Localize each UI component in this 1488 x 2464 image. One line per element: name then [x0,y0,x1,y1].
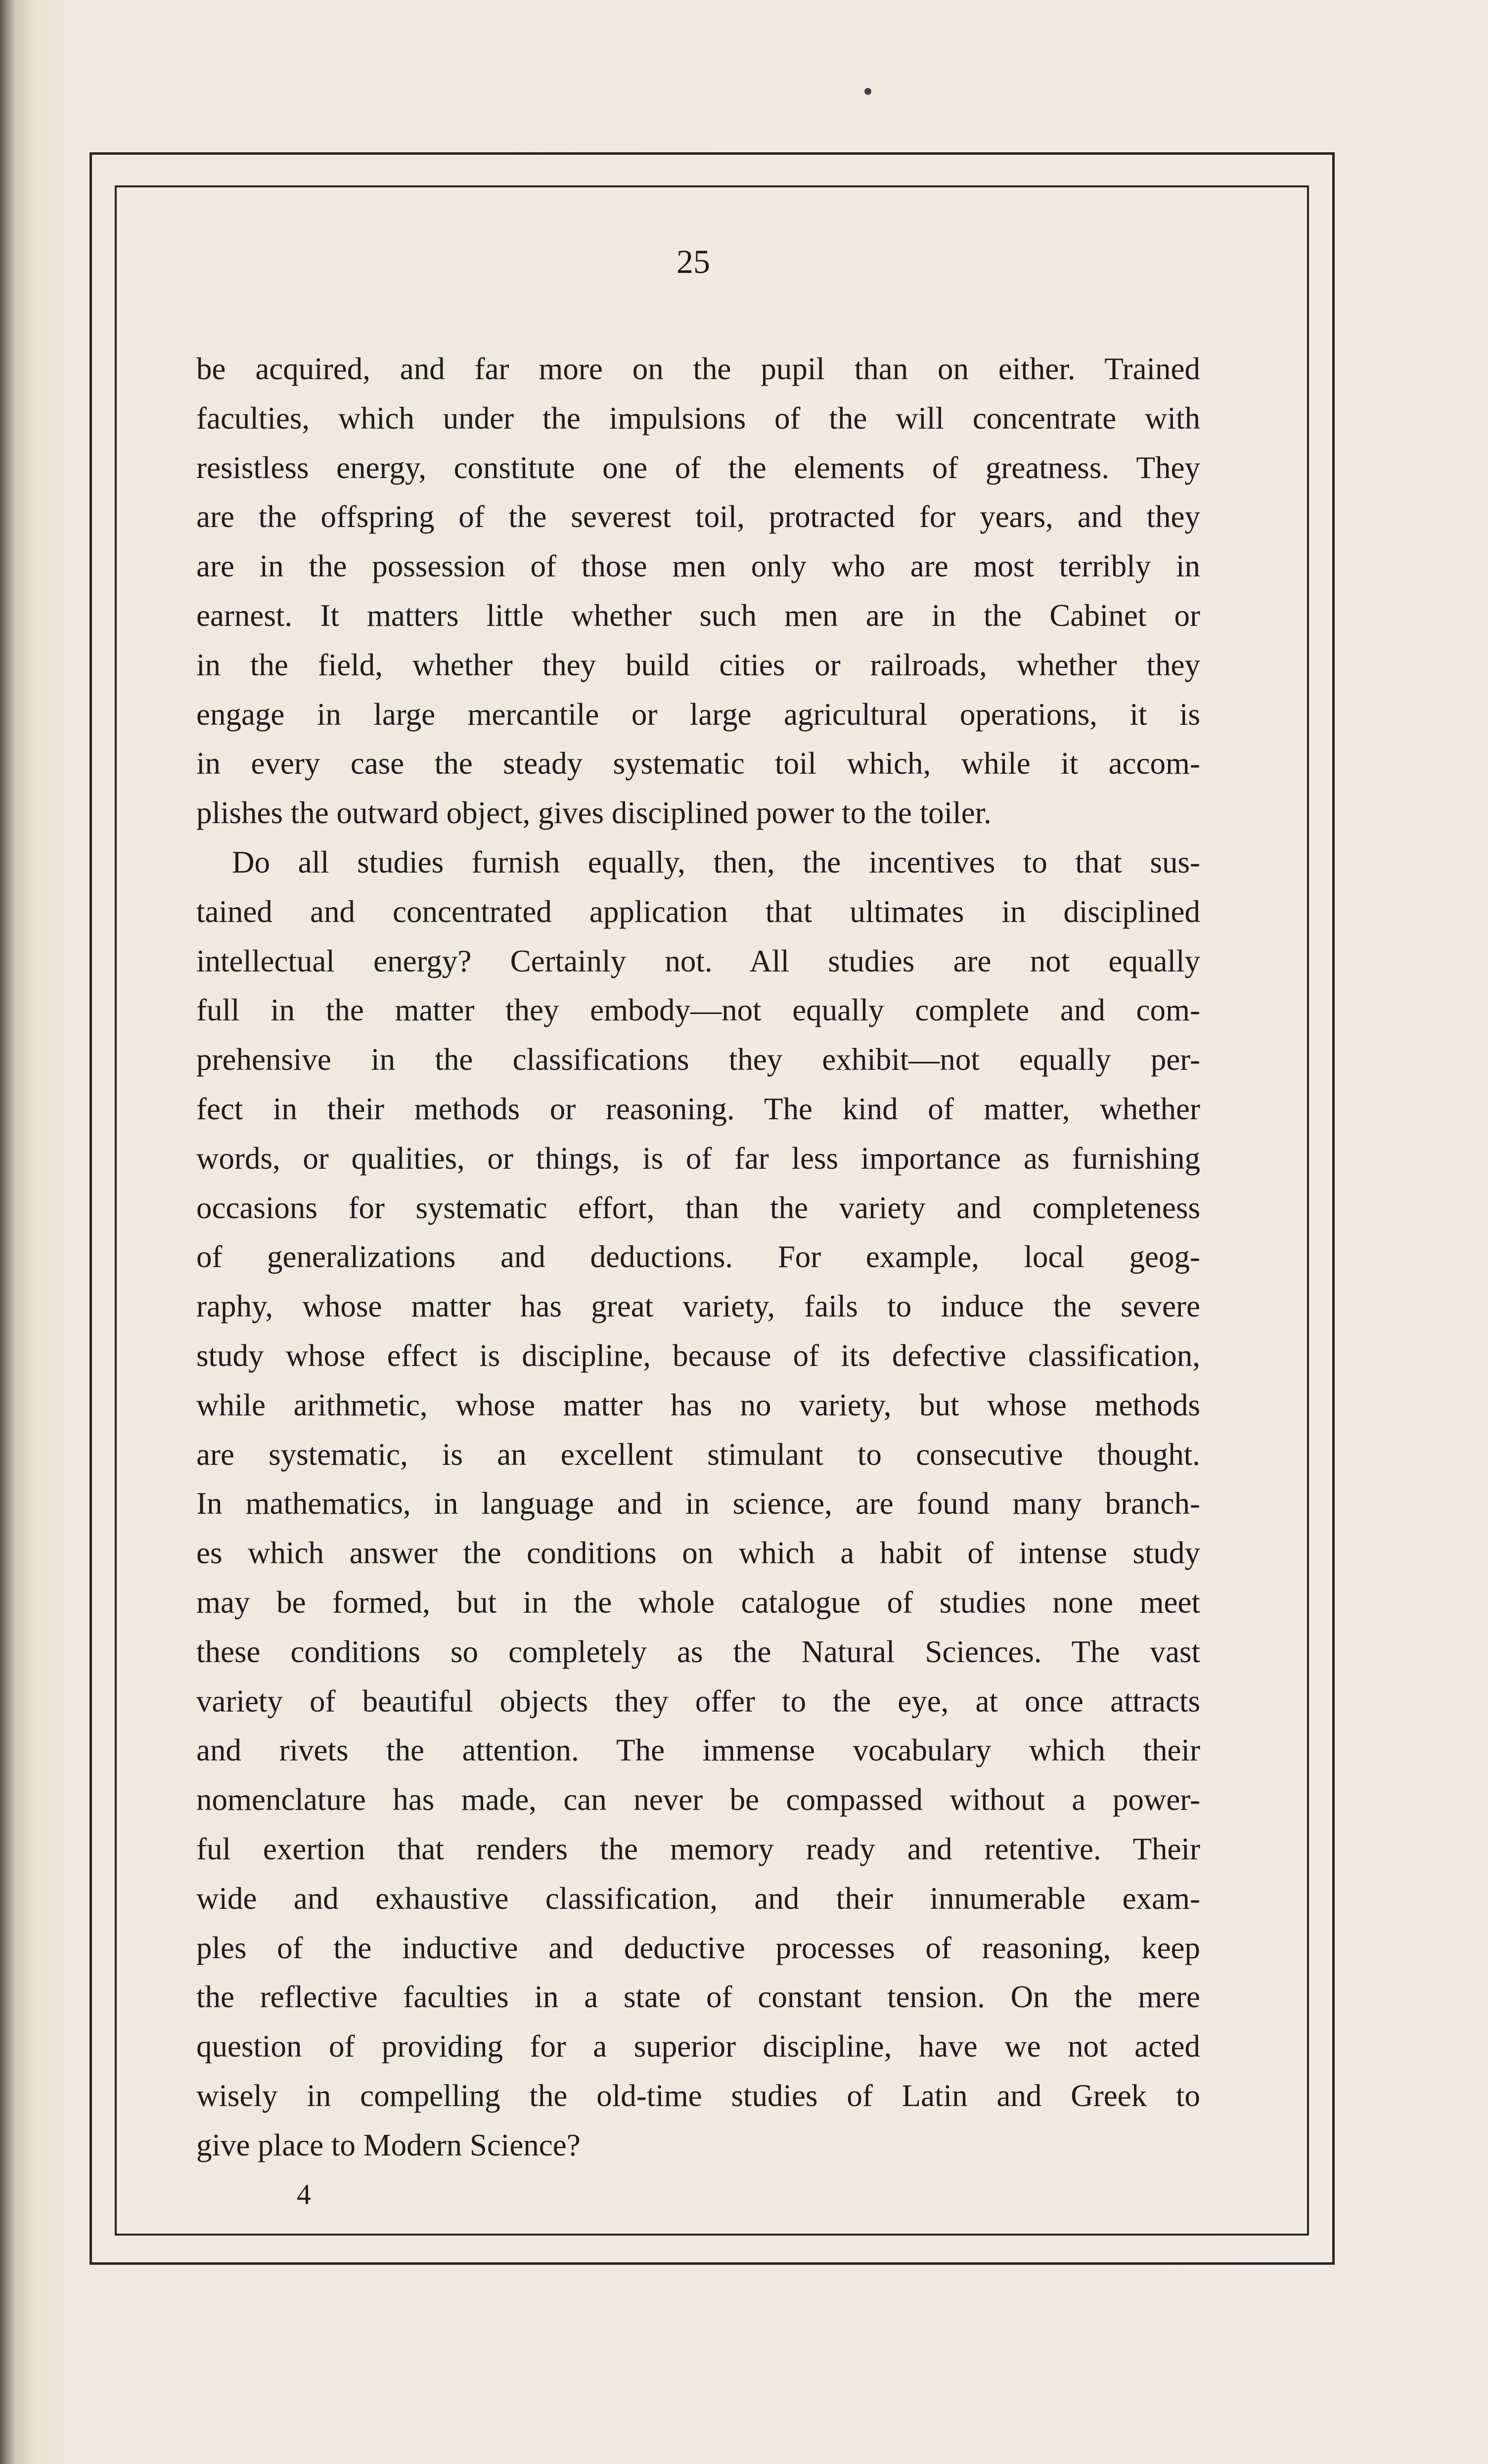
text-line: be acquired, and far more on the pupil than on either. Trained [196,352,1200,386]
text-line: the reflective faculties in a state of constant tension. On the mere [196,1980,1200,2015]
text-line: while arithmetic, whose matter has no variety, but whose methods [196,1387,1200,1422]
text-line: engage in large mercantile or large agricultural operations, it is [196,697,1200,732]
text-line: these conditions so completely as the Natural Sciences. The vast [196,1634,1200,1669]
text-line: occasions for systematic effort, than the variety and completeness [196,1190,1200,1225]
body-text [196,345,1200,2170]
signature-mark: 4 [297,2178,311,2210]
text-line: plishes the outward object, gives disciplined power to the toiler. [196,795,992,831]
text-line: earnest. It matters little whether such men are in the Cabinet or [196,598,1200,633]
text-line: fect in their methods or reasoning. The kind of matter, whether [196,1091,1200,1126]
text-line: es which answer the conditions on which a habit of intense study [196,1536,1200,1571]
text-line: are in the possession of those men only who are most terribly in [196,549,1200,584]
text-line: intellectual energy? Certainly not. All studies are not equally [196,943,1200,978]
text-line: give place to Modern Science? [196,2127,581,2162]
text-line: ful exertion that renders the memory ready and retentive. Their [196,1831,1200,1866]
text-line: full in the matter they embody—not equally complete and com- [196,993,1200,1028]
page-number: 25 [676,243,710,280]
text-line: variety of beautiful objects they offer to the eye, at once attracts [196,1683,1200,1718]
text-line: In mathematics, in language and in science, are found many branch- [196,1486,1200,1521]
text-line: tained and concentrated application that ultimates in disciplined [196,894,1200,929]
text-line: raphy, whose matter has great variety, fails to induce the severe [196,1289,1200,1324]
text-line: prehensive in the classifications they exhibit—not equally per- [196,1042,1200,1077]
text-line: study whose effect is discipline, because of its defective classification, [196,1338,1200,1373]
text-line: faculties, which under the impulsions of the will concentrate with [196,400,1200,436]
text-line: resistless energy, constitute one of the elements of greatness. They [196,450,1200,485]
text-line: words, or qualities, or things, is of far less importance as furnishing [196,1141,1200,1176]
text-line: ples of the inductive and deductive processes of reasoning, keep [196,1930,1200,1965]
text-line: wisely in compelling the old-time studies of Latin and Greek to [196,2078,1200,2113]
text-line: Do all studies furnish equally, then, the incentives to that sus- [232,844,1200,880]
text-line: wide and exhaustive classification, and their innumerable exam- [196,1881,1200,1916]
text-line: of generalizations and deductions. For example, local geog- [196,1239,1200,1275]
text-line: in the field, whether they build cities or railroads, whether they [196,647,1200,682]
text-line: and rivets the attention. The immense vocabulary which their [196,1733,1200,1768]
text-line: are systematic, is an excellent stimulant to consecutive thought. [196,1437,1200,1472]
text-line: nomenclature has made, can never be compassed without a power- [196,1782,1200,1817]
text-line: are the offspring of the severest toil, protracted for years, and they [196,499,1200,534]
ink-speck [864,88,871,95]
text-line: in every case the steady systematic toil which, while it accom- [196,746,1200,781]
text-line: may be formed, but in the whole catalogue of studies none meet [196,1584,1200,1620]
text-line: question of providing for a superior discipline, have we not acted [196,2029,1200,2064]
